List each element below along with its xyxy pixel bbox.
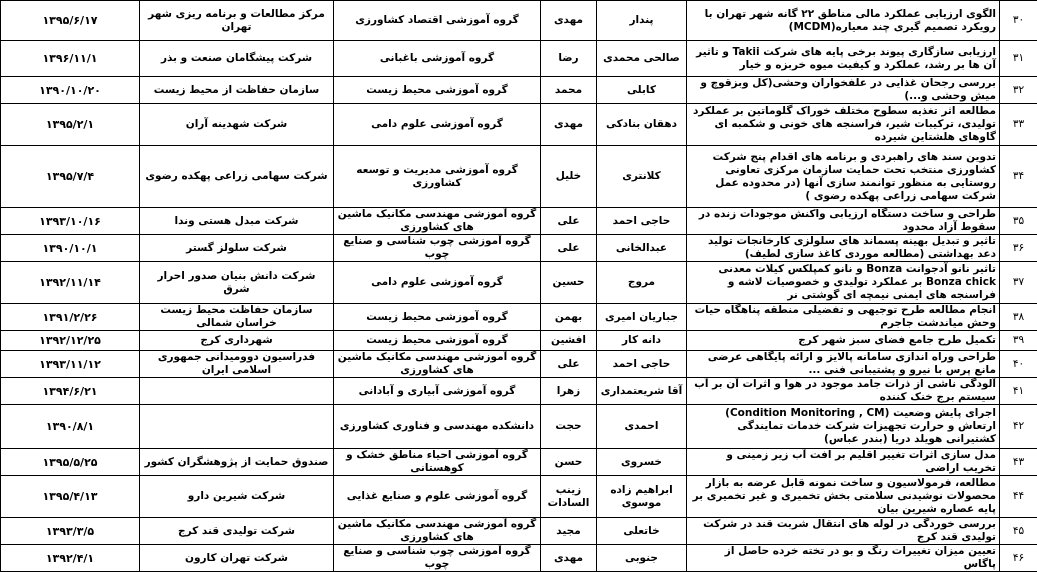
organization-cell: شرکت مبدل هستی وندا [140, 208, 334, 235]
table-row [1, 304, 1037, 331]
row-number-cell: ۳۰ [1000, 1, 1037, 41]
contract-date-cell: ۱۳۹۵/۵/۲۵ [1, 449, 140, 476]
contract-date-cell: ۱۳۹۵/۲/۱ [1, 104, 140, 146]
row-number-cell: ۴۴ [1000, 476, 1037, 518]
first-name-cell: مهدی [541, 104, 597, 146]
table-row [1, 476, 1037, 518]
first-name-cell: مجید [541, 518, 597, 545]
department-cell: گروه آموزشی محیط زیست [334, 77, 541, 104]
first-name-cell: محمد [541, 77, 597, 104]
organization-cell: سازمان حفاظت از محیط زیست [140, 77, 334, 104]
organization-cell: شرکت پیشگامان صنعت و بذر [140, 41, 334, 77]
department-cell: گروه آموزشی چوب شناسی و صنایع چوب [334, 545, 541, 572]
project-title-cell: مطالعه، فرمولاسیون و ساخت نمونه قابل عرضه به بازار محصولات نوشیدنی سلامتی بخش تخمیری و غیر تخمیری بر پایه عصاره شیرین بیان [687, 476, 1000, 518]
contract-date-cell: ۱۳۹۲/۴/۱ [1, 545, 140, 572]
organization-cell: شرکت تهران کارون [140, 545, 334, 572]
table-row [1, 378, 1037, 405]
first-name-cell: زینب السادات [541, 476, 597, 518]
contract-date-cell: ۱۳۹۳/۱۱/۱۲ [1, 351, 140, 378]
organization-cell: شرکت سهامی زراعی پهکده رضوی [140, 146, 334, 208]
row-number-cell: ۳۱ [1000, 41, 1037, 77]
contract-date-cell: ۱۳۹۳/۳/۵ [1, 518, 140, 545]
last-name-cell: کلانتری [597, 146, 687, 208]
department-cell: گروه آموزشی مهندسی مکانیک ماشین های کشاورزی [334, 351, 541, 378]
last-name-cell: جباریان امیری [597, 304, 687, 331]
department-cell: گروه آموزشی باغبانی [334, 41, 541, 77]
row-number-cell: ۳۵ [1000, 208, 1037, 235]
project-title-cell: بررسی رجحان غذایی در علفخواران وحشی(کل وبزقوچ و میش وحشی و...) [687, 77, 1000, 104]
table-row [1, 77, 1037, 104]
last-name-cell: حاجی احمد [597, 208, 687, 235]
contract-date-cell: ۱۳۹۵/۷/۴ [1, 146, 140, 208]
table-row [1, 146, 1037, 208]
table-row [1, 104, 1037, 146]
last-name-cell: کابلی [597, 77, 687, 104]
contract-date-cell: ۱۳۹۲/۱۲/۲۵ [1, 331, 140, 351]
row-number-cell: ۳۲ [1000, 77, 1037, 104]
last-name-cell: خسروی [597, 449, 687, 476]
first-name-cell: مهدی [541, 1, 597, 41]
first-name-cell: رضا [541, 41, 597, 77]
organization-cell: شرکت شیرین دارو [140, 476, 334, 518]
department-cell: دانشکده مهندسی و فناوری کشاورزی [334, 405, 541, 449]
project-title-cell: مطالعه اثر تغذیه سطوح مختلف خوراک گلوماتین بر عملکرد تولیدی، ترکیبات شیر، فراسنجه های خونی و شکمبه ای گاوهای هلشتاین شیرده [687, 104, 1000, 146]
last-name-cell: پندار [597, 1, 687, 41]
project-title-cell: اجرای پایش وضعیت (Condition Monitoring , CM) ارتعاش و حرارت تجهیزات شرکت خدمات تمایندگی کشتیرانی هویلد دریا (بندر عباس) [687, 405, 1000, 449]
last-name-cell: احمدی [597, 405, 687, 449]
last-name-cell: دانه کار [597, 331, 687, 351]
table-row [1, 1, 1037, 41]
first-name-cell: مهدی [541, 545, 597, 572]
table-row [1, 449, 1037, 476]
first-name-cell: زهرا [541, 378, 597, 405]
last-name-cell: آقا شریعتمداری [597, 378, 687, 405]
first-name-cell: بهمن [541, 304, 597, 331]
organization-cell: فدراسیون دوومیدانی جمهوری اسلامی ایران [140, 351, 334, 378]
organization-cell: شرکت سلولز گستر [140, 235, 334, 262]
project-title-cell: تدوین سند های راهبردی و برنامه های اقدام پنج شرکت کشاورزی منتخب تحت حمایت سازمان مرکزی تعاونی روستایی به منظور توانمند سازی آنها (در محدوده عمل شرکت سهامی زراعی پهکده رضوی ) [687, 146, 1000, 208]
organization-cell: شهرداری کرج [140, 331, 334, 351]
first-name-cell: خلیل [541, 146, 597, 208]
department-cell: گروه آموزشی محیط زیست [334, 331, 541, 351]
last-name-cell: جنوبی [597, 545, 687, 572]
first-name-cell: افشین [541, 331, 597, 351]
first-name-cell: حسین [541, 262, 597, 304]
contract-date-cell: ۱۳۹۲/۱۱/۱۴ [1, 262, 140, 304]
project-title-cell: تعیین میزان تغییرات رنگ و بو در تخته خرده حاصل از پاگاس [687, 545, 1000, 572]
contract-date-cell: ۱۳۹۵/۴/۱۳ [1, 476, 140, 518]
project-title-cell: طراحی وراه اندازی سامانه پالایز و ارائه پایگاهی عرضی مانع پرس با نیرو و پشتیبانی فنی ... [687, 351, 1000, 378]
project-title-cell: تاثیر نانو آدجوانت Bonza و نانو کمپلکس کیلات معدنی Bonza chick بر عملکرد تولیدی و خصوصیات لاشه و فراسنجه های ایمنی نیمچه ای گوشتی نر [687, 262, 1000, 304]
table-row [1, 351, 1037, 378]
project-title-cell: آلودگی ناشی از ذرات جامد موجود در هوا و اثرات آن بر آب سیستم برج خنک کننده [687, 378, 1000, 405]
row-number-cell: ۴۰ [1000, 351, 1037, 378]
department-cell: گروه آموزشی محیط زیست [334, 304, 541, 331]
contract-date-cell: ۱۳۹۵/۶/۱۷ [1, 1, 140, 41]
last-name-cell: مروج [597, 262, 687, 304]
row-number-cell: ۳۴ [1000, 146, 1037, 208]
table-row [1, 235, 1037, 262]
organization-cell: صندوق حمایت از پژوهشگران کشور [140, 449, 334, 476]
row-number-cell: ۳۹ [1000, 331, 1037, 351]
project-title-cell: مدل سازی اثرات تغییر اقلیم بر افت آب زیر زمینی و تخریب اراضی [687, 449, 1000, 476]
project-title-cell: طراحی و ساخت دستگاه ارزیابی واکنش موجودات زنده در سقوط آزاد محدود [687, 208, 1000, 235]
row-number-cell: ۴۵ [1000, 518, 1037, 545]
project-title-cell: الگوی ارزیابی عملکرد مالی مناطق ۲۲ گانه شهر تهران با رویکرد تصمیم گیری چند معیاره(MCDM) [687, 1, 1000, 41]
department-cell: گروه آموزشی مهندسی مکانیک ماشین های کشاورزی [334, 518, 541, 545]
table-row [1, 331, 1037, 351]
contract-date-cell: ۱۳۹۰/۱۰/۲۰ [1, 77, 140, 104]
department-cell: گروه آموزشی علوم و صنایع غذایی [334, 476, 541, 518]
department-cell: گروه آموزشی مدیریت و توسعه کشاورزی [334, 146, 541, 208]
row-number-cell: ۳۶ [1000, 235, 1037, 262]
contract-date-cell: ۱۳۹۰/۸/۱ [1, 405, 140, 449]
organization-cell: مرکز مطالعات و برنامه ریزی شهر تهران [140, 1, 334, 41]
project-title-cell: تکمیل طرح جامع فضای سبز شهر کرج [687, 331, 1000, 351]
last-name-cell: صالحی محمدی [597, 41, 687, 77]
row-number-cell: ۴۳ [1000, 449, 1037, 476]
table-body [1, 1, 1037, 572]
last-name-cell: دهقان بنادکی [597, 104, 687, 146]
last-name-cell: خاتعلی [597, 518, 687, 545]
table-row [1, 262, 1037, 304]
last-name-cell: عبدالخانی [597, 235, 687, 262]
department-cell: گروه آموزشی مهندسی مکانیک ماشین های کشاورزی [334, 208, 541, 235]
department-cell: گروه آموزشی اقتصاد کشاورزی [334, 1, 541, 41]
contract-date-cell: ۱۳۹۰/۱۰/۱ [1, 235, 140, 262]
organization-cell: شرکت تولیدی قند کرج [140, 518, 334, 545]
table-row [1, 208, 1037, 235]
project-title-cell: انجام مطالعه طرح توجیهی و تفضیلی منطقه پناهگاه حیات وحش میاندشت جاجرم [687, 304, 1000, 331]
organization-cell: شرکت دانش بنیان صدور احرار شرق [140, 262, 334, 304]
last-name-cell: حاجی احمد [597, 351, 687, 378]
organization-cell [140, 378, 334, 405]
contract-date-cell: ۱۳۹۶/۱۱/۱ [1, 41, 140, 77]
project-title-cell: تاثیر و تبدیل بهینه پسماند های سلولزی کارخانجات تولید دعد بهداشتی (مطالعه موردی کاغذ سازی لطیف) [687, 235, 1000, 262]
row-number-cell: ۴۲ [1000, 405, 1037, 449]
department-cell: گروه آموزشی چوب شناسی و صنایع چوب [334, 235, 541, 262]
first-name-cell: علی [541, 208, 597, 235]
organization-cell: سازمان حفاظت محیط زیست خراسان شمالی [140, 304, 334, 331]
department-cell: گروه آموزشی آبیاری و آبادانی [334, 378, 541, 405]
row-number-cell: ۴۶ [1000, 545, 1037, 572]
table-row [1, 518, 1037, 545]
table-row [1, 41, 1037, 77]
row-number-cell: ۳۸ [1000, 304, 1037, 331]
organization-cell: شرکت شهدینه آران [140, 104, 334, 146]
department-cell: گروه آموزشی احیاء مناطق خشک و کوهستانی [334, 449, 541, 476]
table-row [1, 545, 1037, 572]
department-cell: گروه آموزشی علوم دامی [334, 262, 541, 304]
row-number-cell: ۳۳ [1000, 104, 1037, 146]
row-number-cell: ۳۷ [1000, 262, 1037, 304]
first-name-cell: حسن [541, 449, 597, 476]
contract-date-cell: ۱۳۹۳/۱۰/۱۶ [1, 208, 140, 235]
first-name-cell: حجت [541, 405, 597, 449]
contract-date-cell: ۱۳۹۴/۶/۲۱ [1, 378, 140, 405]
project-title-cell: بررسی خوردگی در لوله های انتقال شربت قند در شرکت تولیدی قند کرج [687, 518, 1000, 545]
table-row [1, 405, 1037, 449]
last-name-cell: ابراهیم زاده موسوی [597, 476, 687, 518]
department-cell: گروه آموزشی علوم دامی [334, 104, 541, 146]
project-title-cell: ارزیابی سازگاری پیوند برخی پایه های شرکت Takii و تاثیر آن ها بر رشد، عملکرد و کیفیت میوه خربزه و خیار [687, 41, 1000, 77]
row-number-cell: ۴۱ [1000, 378, 1037, 405]
first-name-cell: علی [541, 235, 597, 262]
organization-cell [140, 405, 334, 449]
first-name-cell: علی [541, 351, 597, 378]
contract-date-cell: ۱۳۹۱/۲/۲۶ [1, 304, 140, 331]
